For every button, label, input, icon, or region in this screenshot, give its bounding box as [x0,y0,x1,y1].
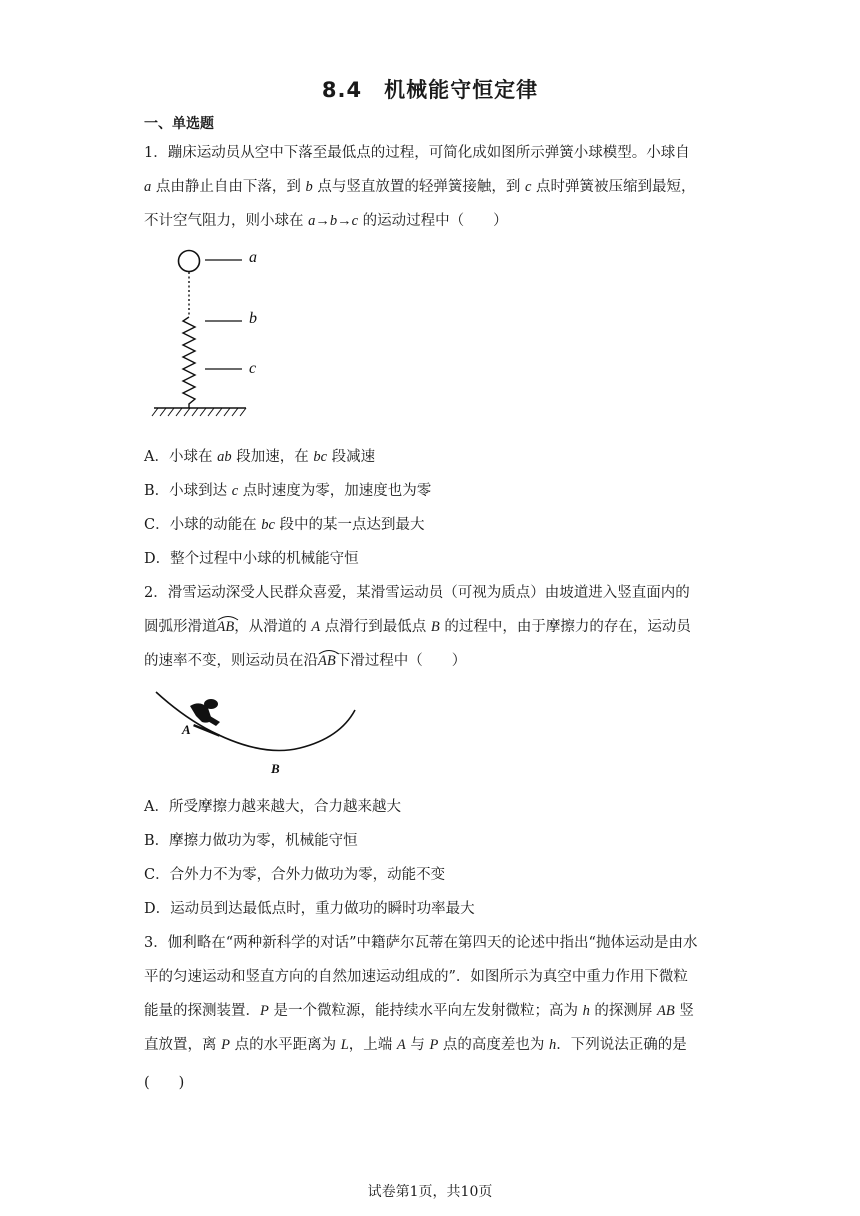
q1-option-c[interactable]: C．小球的动能在 bc 段中的某一点达到最大 [144,517,425,533]
q2-option-d[interactable]: D．运动员到达最低点时，重力做功的瞬时功率最大 [144,901,475,917]
q1-stem-line-2: a 点由静止自由下落，到 b 点与竖直放置的轻弹簧接触，到 c 点时弹簧被压缩到最短， [144,179,696,195]
q3-stem-line-2: 平的匀速运动和竖直方向的自然加速运动组成的”．如图所示为真空中重力作用下微粒 [144,969,688,985]
q3-stem-line-4: 直放置，离 P 点的水平距离为 L，上端 A 与 P 点的高度差也为 h．下列说法正确的是 [144,1037,687,1053]
spring [183,317,195,408]
q1-stem-line-1: 1．蹦床运动员从空中下落至最低点的过程，可简化成如图所示弹簧小球模型。小球自 [144,145,690,161]
q1-option-d[interactable]: D．整个过程中小球的机械能守恒 [144,551,359,567]
arc-ab-notation-2: AB [318,649,336,670]
ground-hatching [152,408,246,416]
q2-option-b[interactable]: B．摩擦力做功为零，机械能守恒 [144,833,358,849]
q3-answer-bracket: ( ) [144,1075,185,1091]
label-a: a [249,249,257,266]
q1-option-a[interactable]: A．小球在 ab 段加速，在 bc 段减速 [144,449,376,465]
skier-icon [190,699,220,737]
q3-stem-line-3: 能量的探测装置．P 是一个微粒源，能持续水平向左发射微粒；高为 h 的探测屏 AB 竖 [144,1003,694,1019]
ski-slope-figure [150,686,365,776]
arc-ab-notation: AB [217,615,235,636]
page-title: 8.4 机械能守恒定律 [321,78,539,102]
q2-stem-line-2: 圆弧形滑道 AB，从滑道的 A 点滑行到最低点 B 的过程中，由于摩擦力的存在，运动员 [144,615,691,636]
section-heading: 一、单选题 [144,116,214,132]
label-c: c [249,360,257,377]
q2-option-c[interactable]: C．合外力不为零，合外力做功为零，动能不变 [144,867,446,883]
q2-option-a[interactable]: A．所受摩擦力越来越大，合力越来越大 [144,799,401,815]
q2-stem-line-3: 的速率不变，则运动员在沿 AB下滑过程中（ ） [144,649,466,670]
spring-ball-figure [150,242,270,424]
q1-option-b[interactable]: B．小球到达 c 点时速度为零，加速度也为零 [144,483,432,499]
ball [179,251,200,272]
q2-stem-line-1: 2．滑雪运动深受人民群众喜爱，某滑雪运动员（可视为质点）由坡道进入竖直面内的 [144,585,690,601]
label-b: b [249,310,257,327]
label-B: B [271,761,280,776]
label-A: A [182,722,191,737]
page-footer: 试卷第1页，共10页 [367,1184,493,1200]
q3-stem-line-1: 3．伽利略在“两种新科学的对话”中籍萨尔瓦蒂在第四天的论述中指出“抛体运动是由水 [144,935,698,951]
q1-stem-line-3: 不计空气阻力，则小球在 a→b→c 的运动过程中（ ） [144,213,508,229]
